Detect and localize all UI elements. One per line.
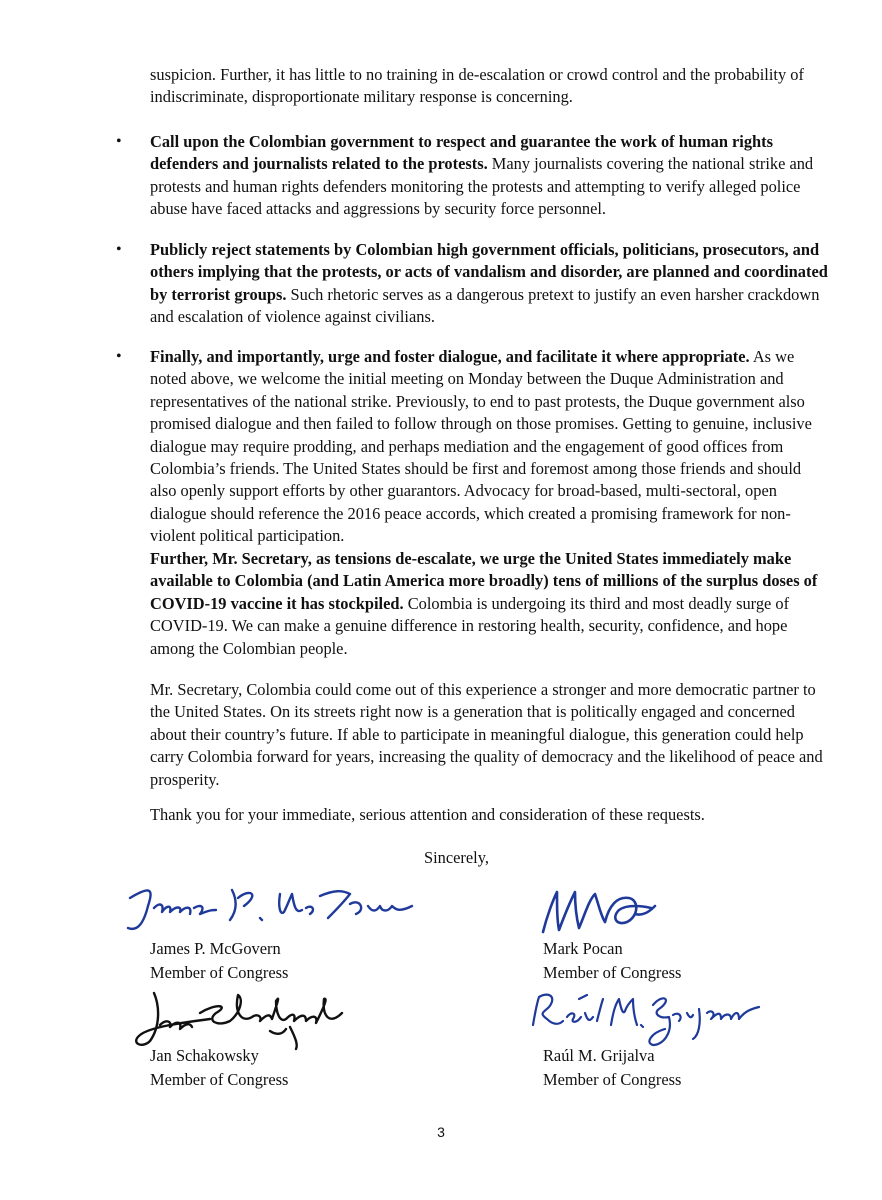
signature-schakowsky [120, 983, 420, 1053]
vaccine-paragraph [94, 548, 824, 660]
continuation-text: suspicion. Further, it has little to no training in de-escalation or crowd control and the probability of indiscriminate, disproportionate military response is concerning. [150, 65, 804, 107]
signer-name: Mark Pocan [543, 939, 623, 958]
signature-grijalva [513, 983, 813, 1053]
signer-title: Member of Congress [150, 1070, 289, 1089]
bullet-item-reject-statements [116, 239, 830, 329]
bullet-body: As we noted above, we welcome the initial meeting on Monday between the Duque Administration and representatives of the national strike. Previously, to end to past protests, the Duque government also promised dialogue and then failed to follow through on those promises. Getting to genuine, inclusive dialogue may require prodding, and perhaps mediation and the engagement of good offices from Colombia’s friends. The United States should be first and foremost among those friends and should also openly support efforts by other guarantors. Advocacy for broad-based, multi-sectoral, open dialogue should reference the 2016 peace accords, which created a promising framework for non-violent political participation. [150, 347, 812, 546]
signer-title: Member of Congress [150, 963, 289, 982]
signer-title: Member of Congress [543, 1070, 682, 1089]
bullet-item-dialogue [116, 346, 830, 548]
bullet-icon: • [116, 348, 122, 365]
bullet-icon: • [116, 241, 122, 258]
bullet-heading: Call upon the Colombian government to respect and guarantee the work of human rights defenders and journalists related to the protests. [150, 132, 774, 174]
signer-title: Member of Congress [543, 963, 682, 982]
bullet-body: Such rhetoric serves as a dangerous pretext to justify an even harsher crackdown and escalation of violence against civilians. [150, 284, 820, 327]
closing-text: Mr. Secretary, Colombia could come out of this experience a stronger and more democratic partner to the United States. On its streets right now is a generation that is politically engaged and concerned about their country’s future. If able to participate in meaningful dialogue, this generation could help carry Colombia forward for years, increasing the quality of democracy and the likelihood of peace and prosperity. [150, 680, 823, 789]
bullet-icon: • [116, 133, 122, 150]
bullet-heading: Publicly reject statements by Colombian high government officials, politicians, prosecutors, and others implying that the protests, or acts of vandalism and disorder, are planned and coordinated by terrorist groups. [150, 240, 828, 304]
signature-pocan [513, 876, 813, 946]
signer-name: Jan Schakowsky [150, 1046, 259, 1065]
sincerely-line: Sincerely, [424, 848, 489, 867]
bullet-body: Many journalists covering the national strike and protests and human rights defenders monitoring the protests and attempting to verify alleged police abuse have faced attacks and aggressions by security force personnel. [150, 154, 814, 219]
vaccine-paragraph-body [94, 548, 824, 660]
vaccine-text: Colombia is undergoing its third and most deadly surge of COVID-19. We can make a genuine difference in restoring health, security, confidence, and hope among the Colombian people. [150, 593, 790, 658]
page-number: 3 [437, 1124, 445, 1140]
thanks-line: Thank you for your immediate, serious attention and consideration of these requests. [150, 805, 705, 824]
vaccine-heading: Further, Mr. Secretary, as tensions de-escalate, we urge the United States immediately make available to Colombia (and Latin America more broadly) tens of millions of the surplus doses of COVID-19 vaccine it has stockpiled. [150, 549, 818, 613]
bullet-item-journalists [116, 131, 830, 221]
closing-paragraph [94, 679, 824, 791]
continuation-paragraph [150, 64, 810, 109]
bullet-heading: Finally, and importantly, urge and foster dialogue, and facilitate it where appropriate. [150, 347, 750, 366]
signer-name: Raúl M. Grijalva [543, 1046, 655, 1065]
signer-name: James P. McGovern [150, 939, 281, 958]
signature-mcgovern [120, 876, 420, 946]
